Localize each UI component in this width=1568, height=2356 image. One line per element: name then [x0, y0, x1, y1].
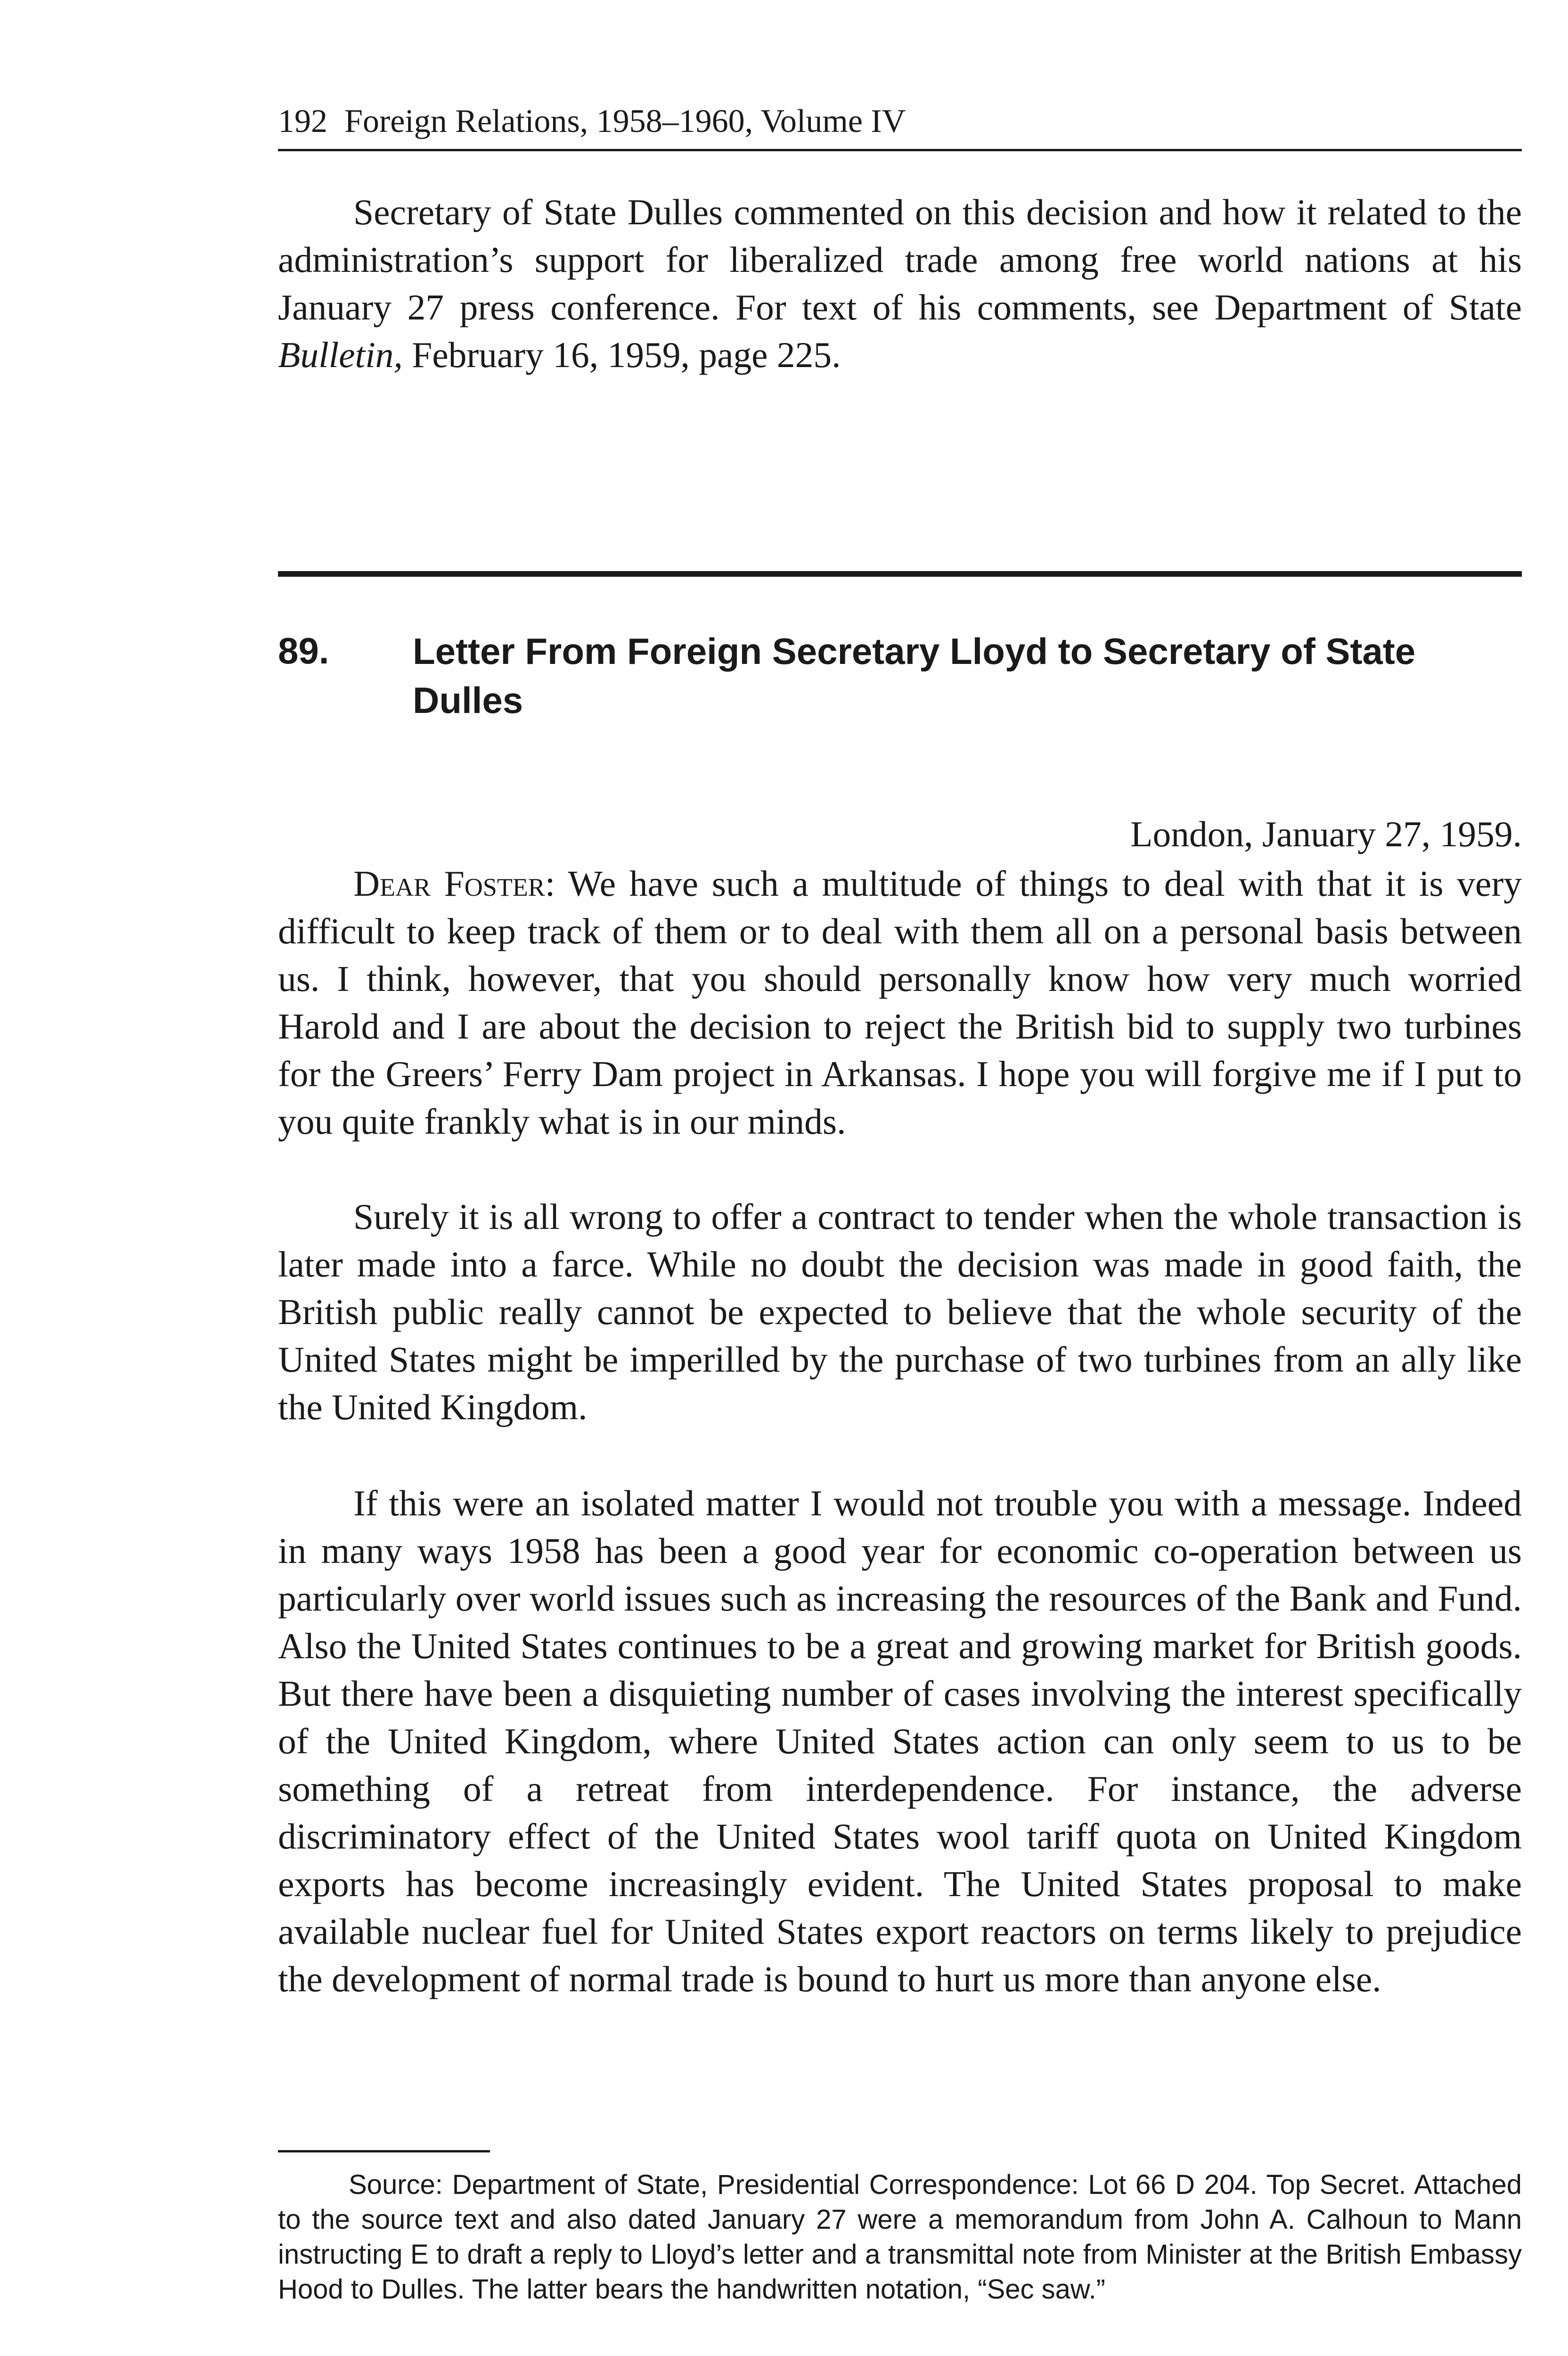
- footnote-rule: [278, 2150, 490, 2152]
- page-number: 192: [278, 103, 327, 139]
- document-title: Letter From Foreign Secretary Lloyd to Secretary of State Dulles: [413, 630, 1416, 721]
- letter-paragraph-1: [278, 860, 1522, 1145]
- running-head: [278, 98, 1522, 145]
- bulletin-title: Bulletin,: [278, 335, 403, 375]
- letter-paragraph-3: If this were an isolated matter I would not trouble you with a message. Indeed in many ways 1958 has been a good year for economic co-operation between us particularly over world issues such as increasing the resources of the Bank and Fund. Also the United States continues to be a great and growing market for British goods. But there have been a disquieting number of cases involving the interest specifically of the United Kingdom, where United States action can only seem to us to be something of a retreat from interdependence. For instance, the adverse discriminatory effect of the United States wool tariff quota on United Kingdom exports has become increasingly evident. The United States proposal to make available nuclear fuel for United States export reactors on terms likely to prejudice the development of normal trade is bound to hurt us more than anyone else.: [278, 1483, 1522, 1999]
- running-head-rule: [278, 149, 1522, 151]
- intro-text-end: February 16, 1959, page 225.: [402, 335, 841, 375]
- dateline: London, January 27, 1959.: [1130, 814, 1522, 854]
- intro-text-start: Secretary of State Dulles commented on this decision and how it related to the administration’s support for liberalized trade among free world nations at his January 27 press conference. For text of his comments, see Department of State: [278, 192, 1522, 327]
- document-number: 89.: [278, 630, 329, 671]
- section-divider: [278, 571, 1522, 577]
- publication-title: Foreign Relations, 1958–1960, Volume IV: [344, 103, 906, 139]
- intro-paragraph: [278, 188, 1522, 379]
- document-page: [278, 0, 1522, 2356]
- letter-paragraph-1-text: We have such a multitude of things to deal with that it is very difficult to keep track of them or to deal with them all on a personal basis between us. I think, however, that you should personally know how very much worried Harold and I are about the decision to reject the British bid to supply two turbines for the Greers’ Ferry Dam project in Arkansas. I hope you will forgive me if I put to you quite frankly what is in our minds.: [278, 863, 1522, 1142]
- source-footnote: Source: Department of State, Presidential Correspondence: Lot 66 D 204. Top Secret. Attached to the source text and also dated January 27 were a memorandum from John A. Calhoun to Mann instructing E to draft a reply to Lloyd’s letter and a transmittal note from Minister at the British Embassy Hood to Dulles. The latter bears the handwritten notation, “Sec saw.”: [278, 2169, 1522, 2305]
- salutation: Dear Foster:: [353, 863, 555, 904]
- letter-paragraph-2: Surely it is all wrong to offer a contract to tender when the whole transaction is later made into a farce. While no doubt the decision was made in good faith, the British public really cannot be expected to believe that the whole security of the United States might be imperilled by the purchase of two turbines from an ally like the United Kingdom.: [278, 1196, 1522, 1427]
